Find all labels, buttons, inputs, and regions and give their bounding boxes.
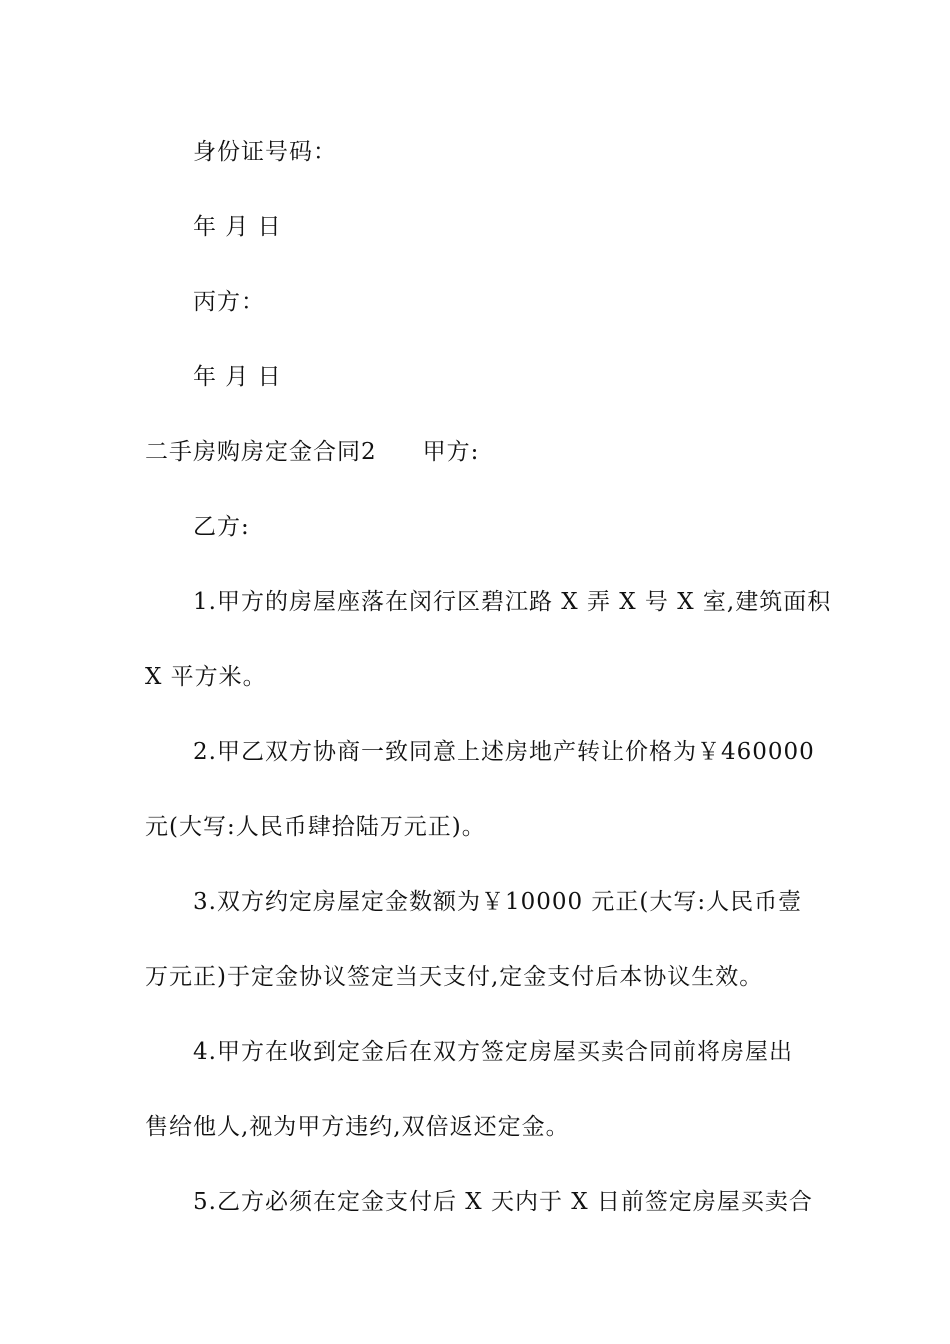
section-title: 二手房购房定金合同2 bbox=[145, 439, 377, 465]
clause-text: 元(大写:人民币肆拾陆万元正)。 bbox=[145, 814, 486, 840]
clause-text: 售给他人,视为甲方违约,双倍返还定金。 bbox=[145, 1114, 570, 1140]
party-a-label: 甲方: bbox=[422, 439, 480, 465]
clause-text: 5.乙方必须在定金支付后 X 天内于 X 日前签定房屋买卖合 bbox=[193, 1189, 813, 1215]
clause-text: 1.甲方的房屋座落在闵行区碧江路 X 弄 X 号 X 室,建筑面积 bbox=[193, 589, 832, 615]
clause-text: 2.甲乙双方协商一致同意上述房地产转让价格为￥460000 bbox=[193, 739, 815, 765]
clause-text: 万元正)于定金协议签定当天支付,定金支付后本协议生效。 bbox=[145, 964, 764, 990]
date-line: 年 月 日 bbox=[193, 364, 282, 390]
clause-text: 3.双方约定房屋定金数额为￥10000 元正(大写:人民币壹 bbox=[193, 889, 803, 915]
id-number-label: 身份证号码： bbox=[193, 139, 337, 165]
party-c-label: 丙方： bbox=[193, 289, 265, 315]
clause-text: 4.甲方在收到定金后在双方签定房屋买卖合同前将房屋出 bbox=[193, 1039, 793, 1065]
party-b-label: 乙方: bbox=[193, 514, 250, 540]
clause-text: X 平方米。 bbox=[145, 664, 267, 690]
contract-heading-line bbox=[145, 437, 479, 467]
date-line: 年 月 日 bbox=[193, 214, 282, 240]
